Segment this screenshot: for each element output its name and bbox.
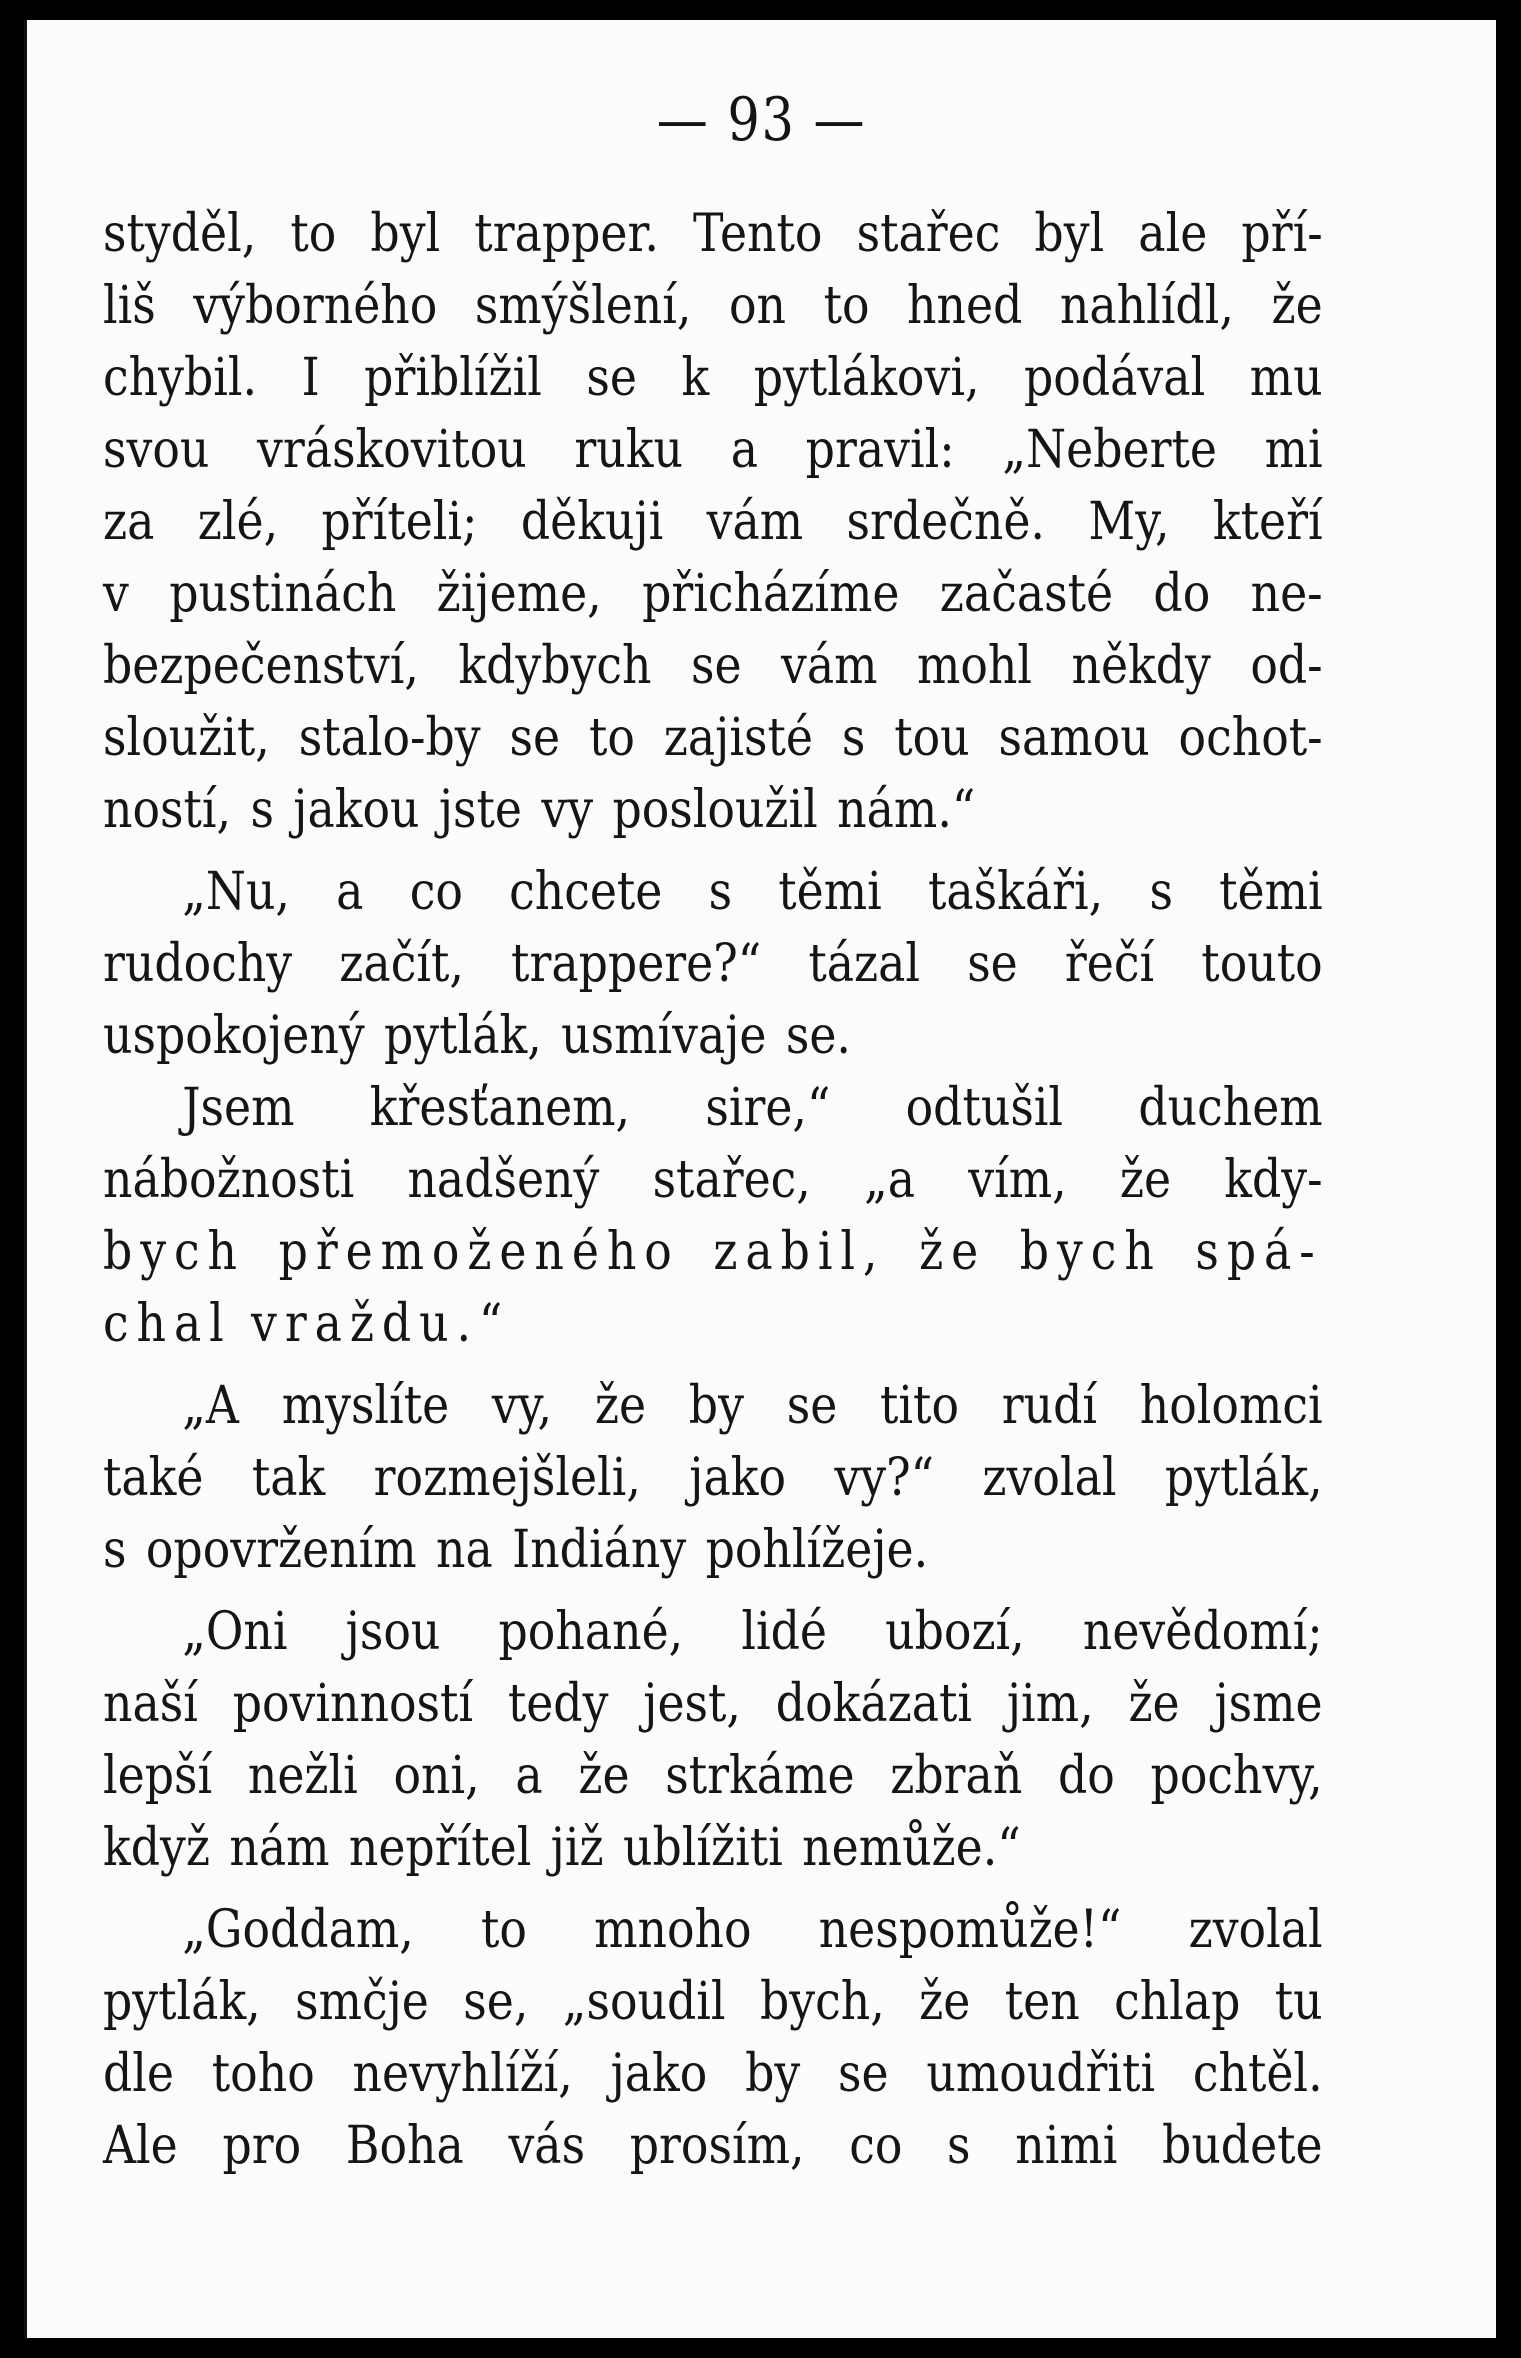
text-line: když nám nepřítel již ublížiti nemůže.“ [103, 1818, 1021, 1878]
text-line: také tak rozmejšleli, jako vy?“ zvolal pytlák, [103, 1448, 1323, 1508]
text-line: za zlé, příteli; děkuji vám srdečně. My, kteří [103, 492, 1323, 552]
text-line: chal vraždu.“ [103, 1294, 511, 1354]
text-line: „Nu, a co chcete s těmi taškáři, s těmi [182, 862, 1323, 922]
text-line: bezpečenství, kdybych se vám mohl někdy od- [103, 636, 1323, 696]
text-line: styděl, to byl trapper. Tento stařec byl ale pří- [103, 204, 1323, 264]
page-number: — 93 — [656, 85, 867, 155]
text-line: sloužit, stalo-by se to zajisté s tou samou ochot- [103, 708, 1323, 768]
text-line: „Oni jsou pohané, lidé ubozí, nevědomí; [182, 1602, 1323, 1662]
text-line: Ale pro Boha vás prosím, co s nimi budete [103, 2116, 1323, 2176]
text-line: chybil. I přiblížil se k pytlákovi, podával mu [103, 348, 1323, 408]
text-line: dle toho nevyhlíží, jako by se umoudřiti chtěl. [103, 2044, 1323, 2104]
text-line: rudochy začít, trappere?“ tázal se řečí touto [103, 934, 1323, 994]
book-page [24, 20, 1496, 2338]
text-line: s opovržením na Indiány pohlížeje. [103, 1520, 929, 1580]
text-line: v pustinách žijeme, přicházíme začasté do ne- [103, 564, 1323, 624]
text-line: pytlák, smčje se, „soudil bych, že ten chlap tu [103, 1972, 1323, 2032]
text-line: ností, s jakou jste vy posloužil nám.“ [103, 780, 976, 840]
text-line: svou vráskovitou ruku a pravil: „Neberte mi [103, 420, 1323, 480]
text-line: lepší nežli oni, a že strkáme zbraň do pochvy, [103, 1746, 1323, 1806]
body-text [103, 198, 1323, 2182]
text-line: liš výborného smýšlení, on to hned nahlídl, že [103, 276, 1323, 336]
text-line: bych přemoženého zabil, že bych spá- [103, 1222, 1323, 1282]
text-line: „A myslíte vy, že by se tito rudí holomci [182, 1376, 1323, 1436]
text-line: Jsem křesťanem, sire,“ odtušil duchem [182, 1078, 1323, 1138]
text-line: nábožnosti nadšený stařec, „a vím, že kdy- [103, 1150, 1323, 1210]
text-line: uspokojený pytlák, usmívaje se. [103, 1006, 851, 1066]
text-line: „Goddam, to mnoho nespomůže!“ zvolal [182, 1900, 1323, 1960]
text-line: naší povinností tedy jest, dokázati jim, že jsme [103, 1674, 1323, 1734]
